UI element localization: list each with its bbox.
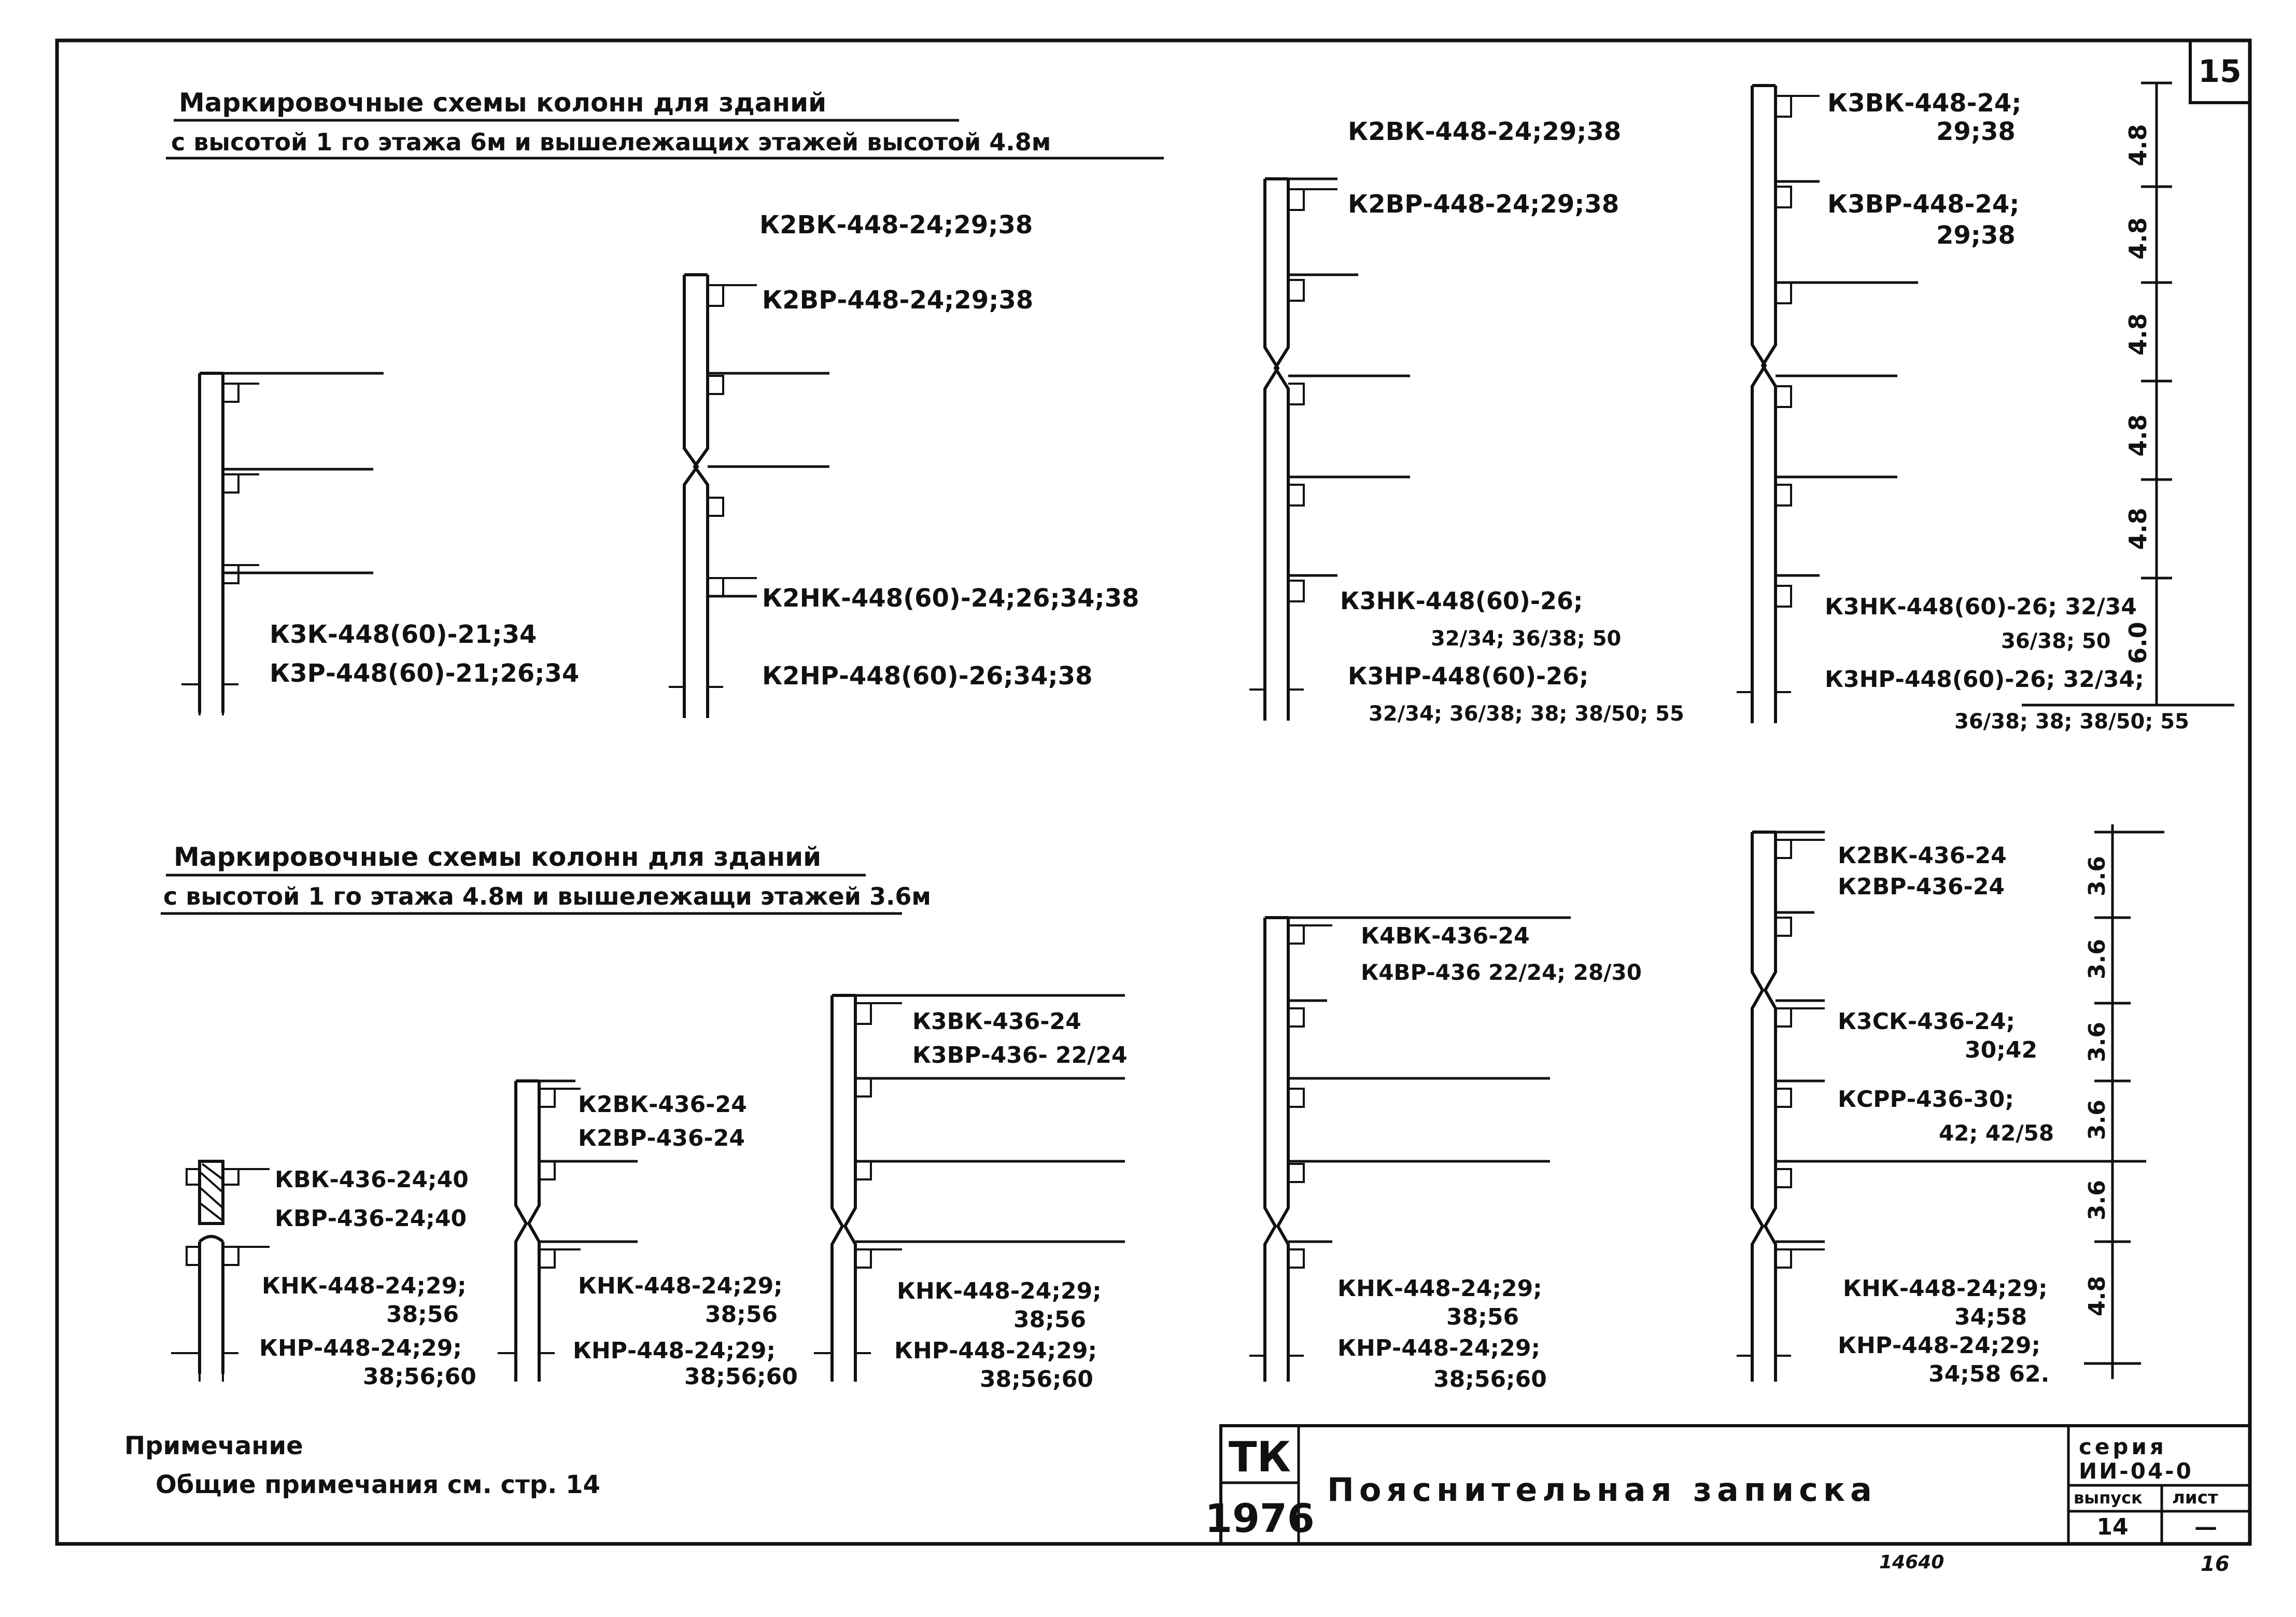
bottom-column-4	[1249, 918, 1571, 1382]
top-col4-top1: К3ВК-448-24;	[1827, 89, 2022, 118]
inventory-number: 14640	[1879, 1552, 1945, 1573]
bottom-title-line2: с высотой 1 го этажа 4.8м и вышележащи этажей 3.6м	[163, 882, 932, 910]
top-col1-label2: К3Р-448(60)-21;26;34	[270, 659, 580, 688]
bottom-col4-label1b: 38;56	[1446, 1304, 1519, 1330]
bottom-dim-4: 3.6	[2084, 1100, 2110, 1140]
top-col4-top2: К3ВР-448-24;	[1827, 190, 2020, 219]
bottom-col2-top1: К2ВК-436-24	[578, 1091, 747, 1118]
bottom-col3-label2: КНР-448-24;29;	[894, 1338, 1097, 1364]
bottom-col5-top1: К2ВК-436-24	[1838, 842, 2007, 869]
top-col3-top2: К2ВР-448-24;29;38	[1348, 190, 1619, 219]
top-col4-label2b: 36/38; 38; 38/50; 55	[1954, 710, 2189, 734]
top-col2-label1: К2НК-448(60)-24;26;34;38	[762, 584, 1139, 613]
bottom-col4-top1: К4ВК-436-24	[1361, 923, 1530, 949]
top-dim-1: 4.8	[2124, 124, 2152, 166]
bottom-title-line1: Маркировочные схемы колонн для зданий	[174, 842, 822, 872]
bottom-dim-5: 3.6	[2084, 1180, 2110, 1220]
bottom-col2-label1b: 38;56	[705, 1301, 778, 1328]
issue-label: выпуск	[2074, 1488, 2143, 1508]
top-dim-2: 4.8	[2124, 217, 2152, 260]
series-value: ИИ-04-0	[2079, 1458, 2193, 1484]
top-column-4	[1737, 86, 1918, 723]
sheet-label: лист	[2172, 1487, 2218, 1508]
document-title: Пояснительная записка	[1327, 1471, 1877, 1509]
bottom-col1-label2b: 38;56;60	[363, 1363, 476, 1390]
bottom-col5-top2: К2ВР-436-24	[1838, 874, 2005, 900]
bottom-col5-mid1b: 30;42	[1965, 1037, 2038, 1063]
bottom-col4-label2b: 38;56;60	[1433, 1366, 1547, 1393]
issue-value: 14	[2096, 1514, 2129, 1540]
top-col4-top2b: 29;38	[1936, 221, 2016, 250]
bottom-col1-label1b: 38;56	[386, 1301, 459, 1328]
top-col3-top1: К2ВК-448-24;29;38	[1348, 117, 1622, 146]
bottom-dim-3: 3.6	[2084, 1022, 2110, 1062]
top-col2-top2: К2ВР-448-24;29;38	[762, 286, 1034, 315]
bottom-column-1	[171, 1161, 270, 1382]
bottom-col4-label2: КНР-448-24;29;	[1337, 1335, 1541, 1361]
bottom-dim-2: 3.6	[2084, 939, 2110, 979]
top-dim-5: 4.8	[2124, 508, 2152, 550]
bottom-col5-label1b: 34;58	[1954, 1304, 2027, 1330]
bottom-col4-label1: КНК-448-24;29;	[1337, 1275, 1542, 1302]
top-col4-label1b: 36/38; 50	[2001, 629, 2111, 653]
bottom-col5-label1: КНК-448-24;29;	[1843, 1275, 2048, 1302]
top-title-line1: Маркировочные схемы колонн для зданий	[179, 88, 827, 118]
top-dim-4: 4.8	[2124, 414, 2152, 457]
bottom-col5-mid1: К3СК-436-24;	[1838, 1008, 2016, 1035]
note-heading: Примечание	[124, 1431, 303, 1460]
bottom-col3-label1b: 38;56	[1013, 1306, 1087, 1333]
bottom-col4-top2: К4ВР-436 22/24; 28/30	[1361, 960, 1642, 985]
sheet-value: —	[2194, 1514, 2217, 1540]
year: 1976	[1205, 1495, 1315, 1541]
bottom-col5-label2: КНР-448-24;29;	[1838, 1332, 2041, 1359]
bottom-col2-label2: КНР-448-24;29;	[573, 1338, 776, 1364]
top-col4-top1b: 29;38	[1936, 117, 2016, 146]
bottom-col5-mid2b: 42; 42/58	[1939, 1120, 2054, 1146]
bottom-col1-top2: КВР-436-24;40	[275, 1205, 467, 1232]
top-dim-3: 4.8	[2124, 313, 2152, 356]
bottom-dim-6: 4.8	[2084, 1276, 2110, 1316]
series-label: серия	[2079, 1434, 2167, 1459]
bottom-col5-mid2: КСРР-436-30;	[1838, 1086, 2014, 1113]
sheet-number: 15	[2198, 53, 2242, 90]
top-title-line2: с высотой 1 го этажа 6м и вышележащих этажей высотой 4.8м	[171, 128, 1051, 156]
top-col4-label1: К3НК-448(60)-26; 32/34	[1825, 594, 2137, 620]
bottom-col1-label1: КНК-448-24;29;	[262, 1273, 467, 1299]
top-col3-label2: К3НР-448(60)-26;	[1348, 662, 1589, 690]
top-col3-label1: К3НК-448(60)-26;	[1340, 587, 1583, 615]
bottom-col2-label2b: 38;56;60	[684, 1363, 798, 1390]
top-column-3	[1249, 179, 1410, 721]
bottom-col1-top1: КВК-436-24;40	[275, 1166, 469, 1193]
top-col4-label2: К3НР-448(60)-26; 32/34;	[1825, 666, 2144, 693]
top-column-2	[669, 275, 829, 718]
bottom-col2-label1: КНК-448-24;29;	[578, 1273, 783, 1299]
bottom-dimension-chain	[2084, 824, 2164, 1379]
page-number: 16	[2201, 1552, 2230, 1576]
top-col3-label1b: 32/34; 36/38; 50	[1431, 627, 1622, 651]
top-col2-label2: К2НР-448(60)-26;34;38	[762, 662, 1093, 691]
top-dim-6: 6.0	[2124, 622, 2152, 664]
bottom-col3-label2b: 38;56;60	[980, 1366, 1093, 1393]
bottom-dim-1: 3.6	[2084, 856, 2110, 896]
bottom-col5-label2b: 34;58 62.	[1928, 1361, 2050, 1387]
org-code: ТК	[1229, 1433, 1291, 1481]
top-col1-label1: К3К-448(60)-21;34	[270, 620, 537, 649]
bottom-col1-label2: КНР-448-24;29;	[259, 1335, 462, 1361]
note-text: Общие примечания см. стр. 14	[156, 1470, 600, 1499]
bottom-col2-top2: К2ВР-436-24	[578, 1125, 745, 1151]
top-col3-label2b: 32/34; 36/38; 38; 38/50; 55	[1369, 702, 1684, 726]
top-col2-top1: К2ВК-448-24;29;38	[759, 210, 1033, 240]
bottom-col3-top1: К3ВК-436-24	[912, 1008, 1081, 1035]
bottom-col3-label1: КНК-448-24;29;	[897, 1278, 1102, 1304]
bottom-col3-top2: К3ВР-436- 22/24	[912, 1042, 1128, 1068]
